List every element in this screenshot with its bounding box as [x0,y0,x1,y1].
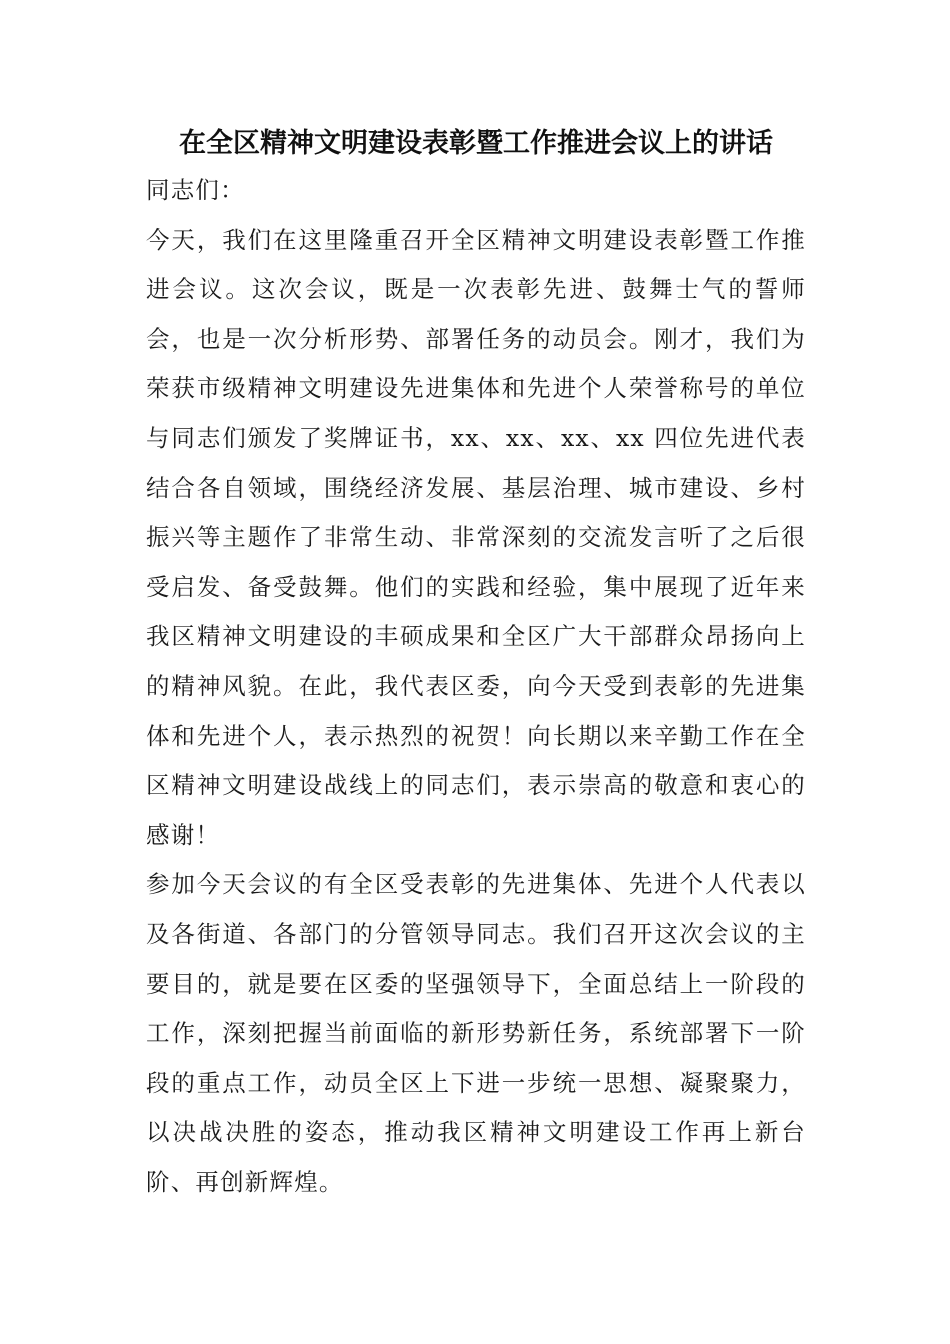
salutation: 同志们： [146,176,245,204]
paragraph-1: 今天，我们在这里隆重召开全区精神文明建设表彰暨工作推进会议。这次会议，既是一次表彰先进、鼓舞士气的誓师会，也是一次分析形势、部署任务的动员会。刚才，我们为荣获市级精神文明建设先进集体和先进个人荣誉称号的单位与同志们颁发了奖牌证书，xx、xx、xx、xx 四位先进代表结合各自领域，围绕经济发展、基层治理、城市建设、乡村振兴等主题作了非常生动、非常深刻的交流发言听了之后很受启发、备受鼓舞。他们的实践和经验，集中展现了近年来我区精神文明建设的丰硕成果和全区广大干部群众昂扬向上的精神风貌。在此，我代表区委，向今天受到表彰的先进集体和先进个人，表示热烈的祝贺！向长期以来辛勤工作在全区精神文明建设战线上的同志们，表示崇高的敬意和衷心的感谢！ [146,225,806,849]
document-title: 在全区精神文明建设表彰暨工作推进会议上的讲话 [179,128,773,159]
paragraph-2: 参加今天会议的有全区受表彰的先进集体、先进个人代表以及各街道、各部门的分管领导同志。我们召开这次会议的主要目的，就是要在区委的坚强领导下，全面总结上一阶段的工作，深刻把握当前面临的新形势新任务，系统部署下一阶段的重点工作，动员全区上下进一步统一思想、凝聚聚力，以决战决胜的姿态，推动我区精神文明建设工作再上新台阶、再创新辉煌。 [146,870,806,1196]
document-body [146,166,806,1207]
